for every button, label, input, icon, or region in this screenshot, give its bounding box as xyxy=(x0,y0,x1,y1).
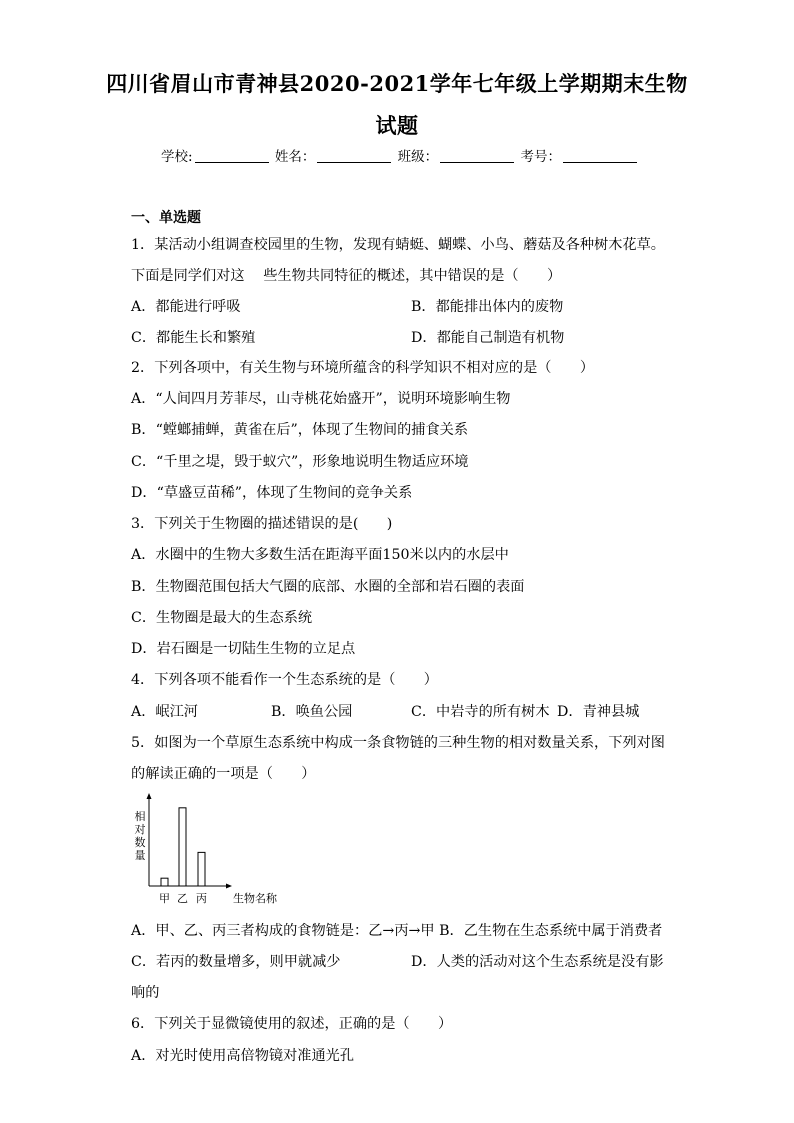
q1-option-c: C．都能生长和繁殖 xyxy=(131,330,256,346)
exam-number-label: 考号： xyxy=(520,149,561,165)
q4-option-c: C．中岩寺的所有树木 xyxy=(411,704,550,720)
q6-stem: 6．下列关于显微镜使用的叙述，正确的是（ ） xyxy=(131,1016,453,1032)
q3-option-a: A．水圈中的生物大多数生活在距海平面150米以内的水层中 xyxy=(131,547,509,563)
q3-option-d: D．岩石圈是一切陆生生物的立足点 xyxy=(131,641,356,657)
q4-option-a: A．岷江河 xyxy=(131,704,198,720)
q1-option-a: A．都能进行呼吸 xyxy=(131,299,241,315)
chart-bar-2 xyxy=(179,808,186,886)
q3-stem: 3．下列关于生物圈的描述错误的是( ) xyxy=(131,516,393,532)
chart-category-label: 乙 xyxy=(177,892,188,905)
chart-x-axis-arrow xyxy=(226,884,232,889)
q5-stem-continued: 的解读正确的一项是（ ） xyxy=(131,766,316,782)
q1-option-d: D．都能自己制造有机物 xyxy=(411,330,565,346)
school-label: 学校: xyxy=(161,149,193,165)
q1-stem: 1．某活动小组调查校园里的生物，发现有蜻蜓、蝴蝶、小鸟、蘑菇及各种树木花草。 xyxy=(131,237,665,253)
q4-option-d: D．青神县城 xyxy=(557,704,640,720)
chart-category-label: 丙 xyxy=(196,892,207,905)
page-title-continued: 试题 xyxy=(375,113,419,138)
q1-stem-continued: 下面是同学们对这 些生物共同特征的概述，其中错误的是（ ） xyxy=(131,268,562,284)
chart-category-label: 甲 xyxy=(159,892,170,905)
chart-y-axis-label-char: 量 xyxy=(134,849,146,862)
q3-option-c: C．生物圈是最大的生态系统 xyxy=(131,610,313,626)
chart-x-axis-label: 生物名称 xyxy=(233,892,277,905)
class-field[interactable] xyxy=(440,149,514,163)
q5-option-c: C．若丙的数量增多，则甲就减少 xyxy=(131,954,341,970)
chart-bar-1 xyxy=(161,878,168,886)
population-bar-chart xyxy=(127,792,287,908)
q4-stem: 4．下列各项不能看作一个生态系统的是（ ） xyxy=(131,672,438,688)
q6-option-a: A．对光时使用高倍物镜对准通光孔 xyxy=(131,1048,355,1064)
school-field[interactable] xyxy=(195,149,269,163)
chart-y-axis-label xyxy=(135,809,146,862)
q5-option-ab: A．甲、乙、丙三者构成的食物链是：乙→丙→甲 B．乙生物在生态系统中属于消费者 xyxy=(131,923,663,939)
q5-option-d: D．人类的活动对这个生态系统是没有影 xyxy=(411,954,664,970)
q2-option-a: A．“人间四月芳菲尽，山寺桃花始盛开”，说明环境影响生物 xyxy=(131,391,511,407)
q1-option-b: B．都能排出体内的废物 xyxy=(411,299,564,315)
q2-option-b: B．“螳螂捕蝉，黄雀在后”，体现了生物间的捕食关系 xyxy=(131,422,469,438)
section-heading: 一、单选题 xyxy=(131,210,201,226)
chart-y-axis-label-char: 对 xyxy=(134,823,146,836)
q4-option-b: B．唤鱼公园 xyxy=(271,704,353,720)
q2-option-d: D．“草盛豆苗稀”，体现了生物间的竞争关系 xyxy=(131,485,413,501)
chart-y-axis-label-char: 数 xyxy=(134,836,146,849)
student-info-row xyxy=(161,145,639,165)
q2-option-c: C．“千里之堤，毁于蚁穴”，形象地说明生物适应环境 xyxy=(131,454,469,470)
exam-number-field[interactable] xyxy=(563,149,637,163)
name-label: 姓名： xyxy=(274,149,316,165)
q2-stem: 2．下列各项中，有关生物与环境所蕴含的科学知识不相对应的是（ ） xyxy=(131,360,595,376)
page-title: 四川省眉山市青神县2020-2021学年七年级上学期期末生物 xyxy=(106,71,688,96)
q5-option-d-continued: 响的 xyxy=(131,985,160,1001)
chart-bar-3 xyxy=(198,852,205,886)
class-label: 班级： xyxy=(397,149,439,165)
q5-stem: 5．如图为一个草原生态系统中构成一条食物链的三种生物的相对数量关系，下列对图 xyxy=(131,735,665,751)
chart-y-axis-label-char: 相 xyxy=(134,810,146,823)
name-field[interactable] xyxy=(317,149,391,163)
q3-option-b: B．生物圈范围包括大气圈的底部、水圈的全部和岩石圈的表面 xyxy=(131,579,525,595)
chart-y-axis-arrow xyxy=(147,793,152,799)
